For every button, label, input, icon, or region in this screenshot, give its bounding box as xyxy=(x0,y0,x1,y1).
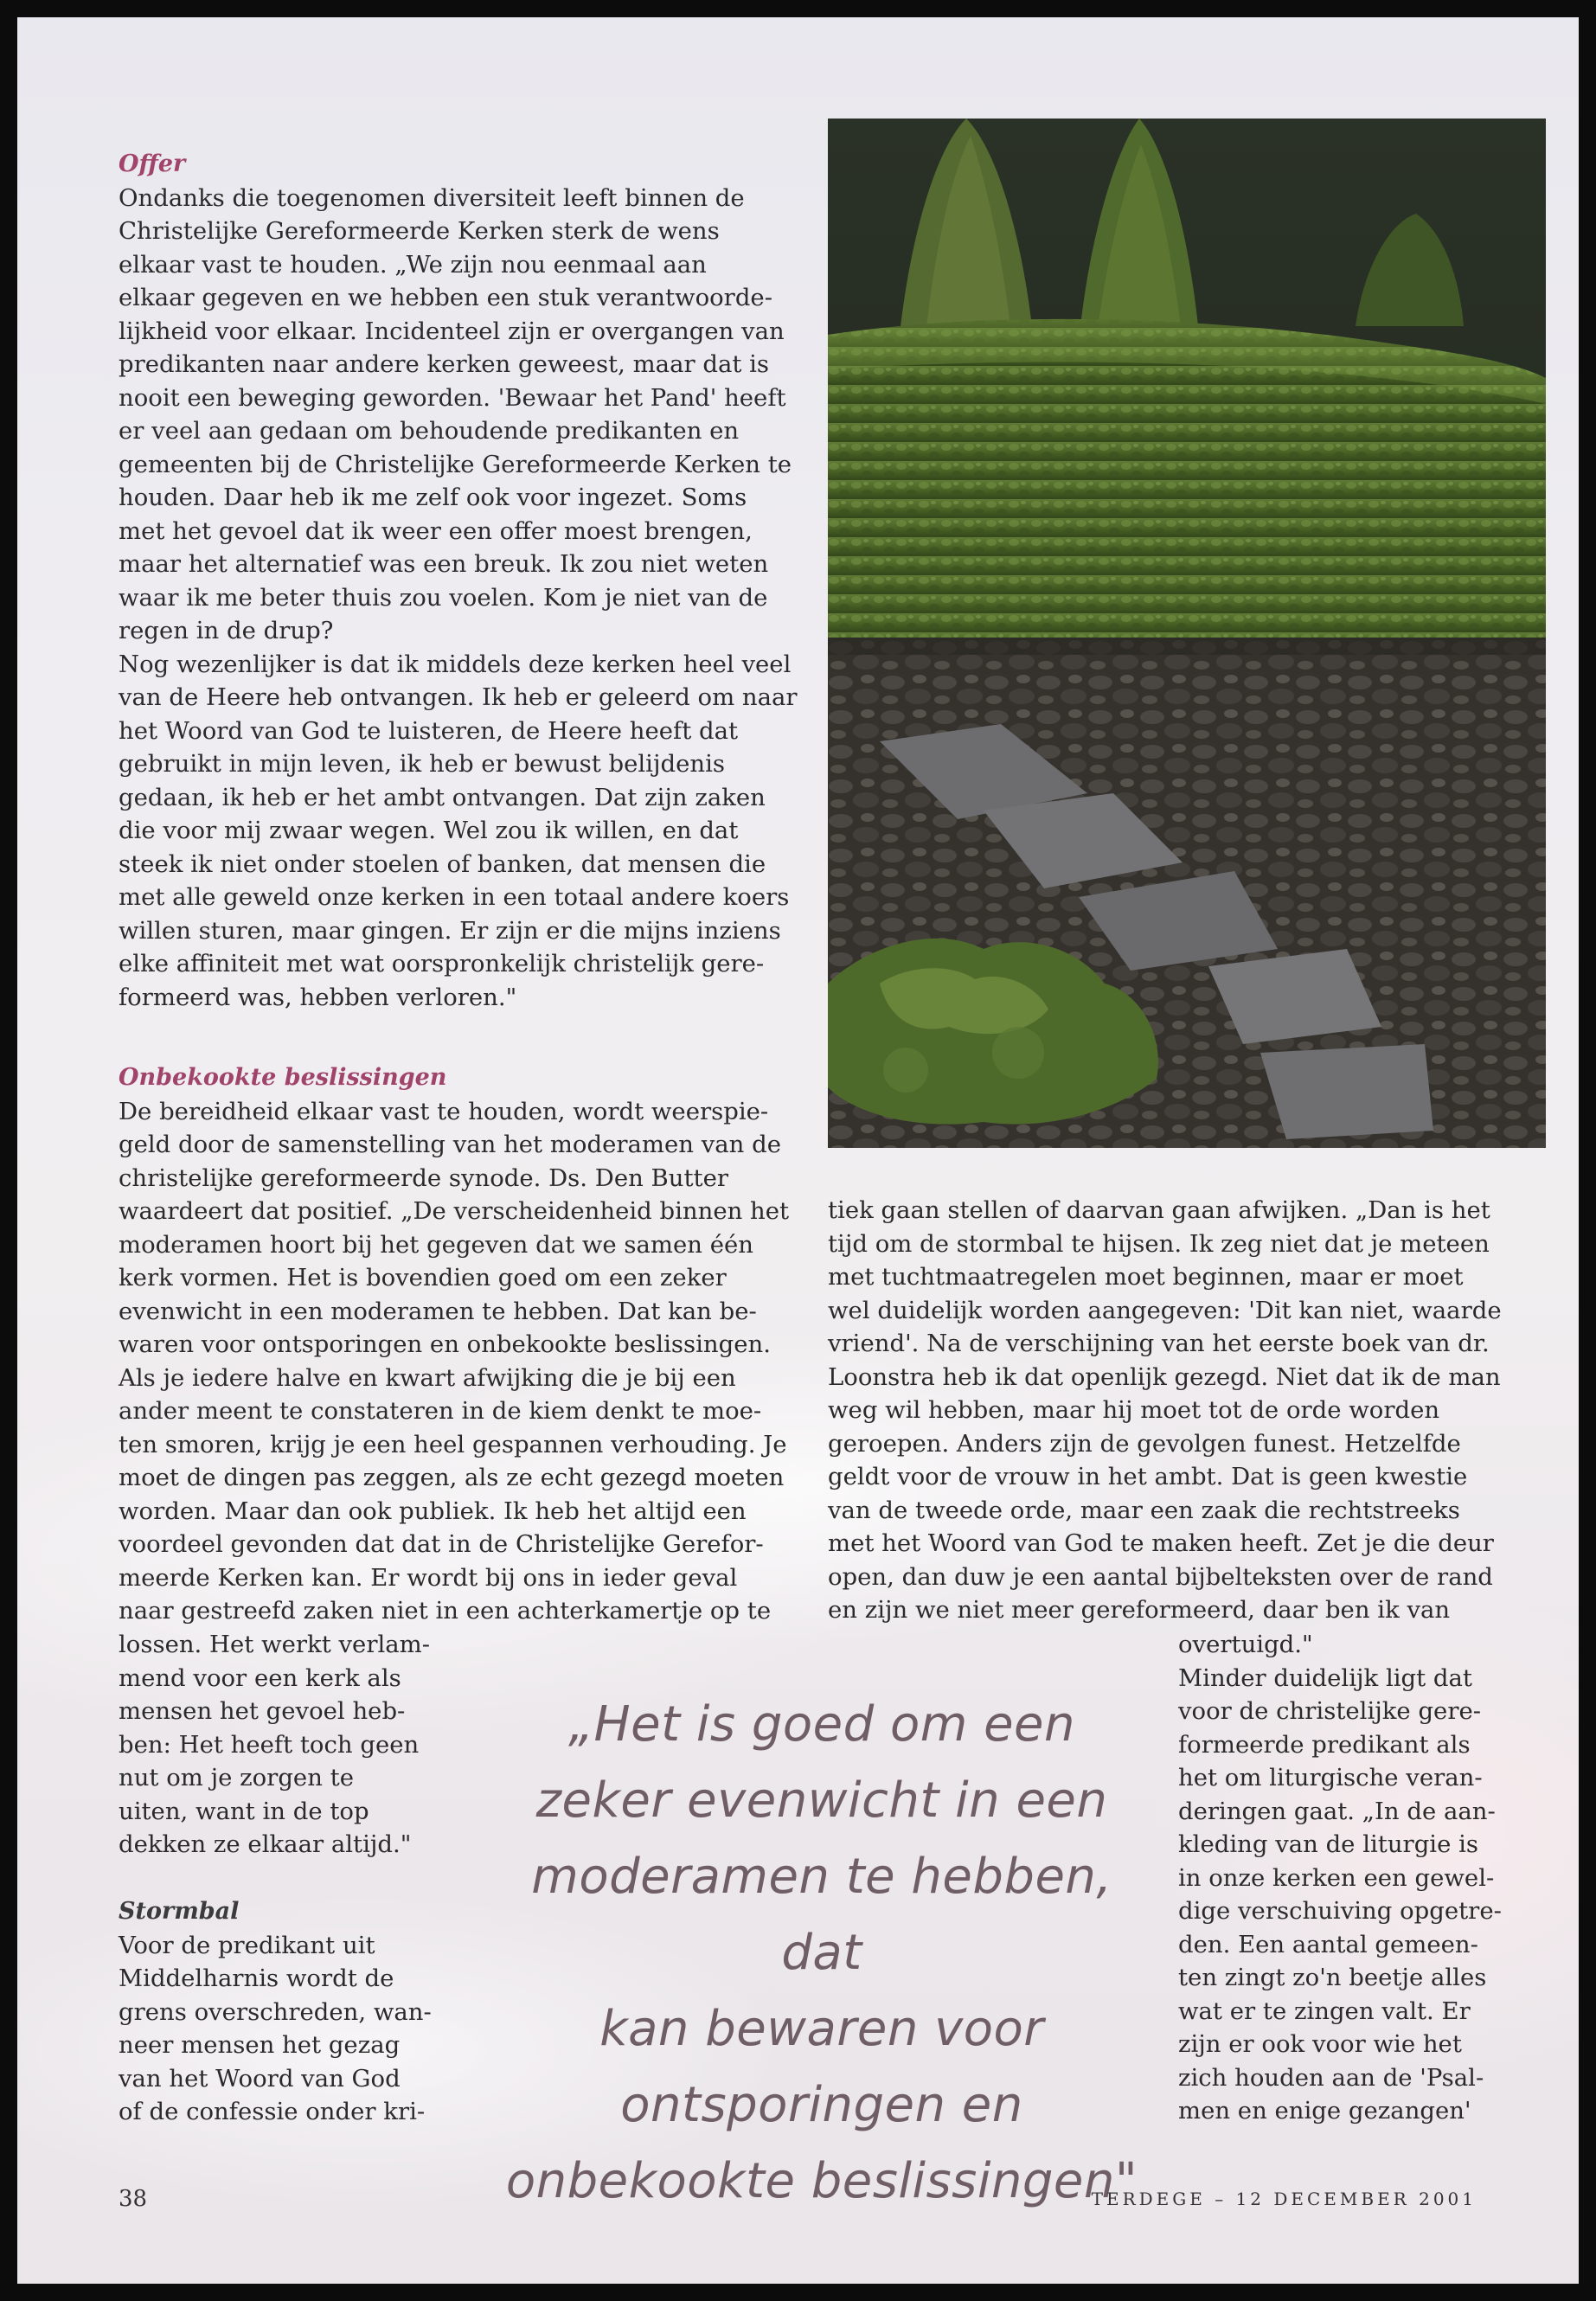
body-line: De bereidheid elkaar vast te houden, wordt weerspie- xyxy=(119,1097,769,1125)
body-line: er veel aan gedaan om behoudende predikanten en xyxy=(119,417,740,445)
body-line: maar het alternatief was een breuk. Ik zou niet weten xyxy=(119,550,769,578)
pull-quote-line: „Het is goed om een xyxy=(568,1696,1075,1753)
body-line: open, dan duw je een aantal bijbelteksten over de rand xyxy=(828,1562,1493,1591)
body-line: kerk vormen. Het is bovendien goed om een zeker xyxy=(119,1264,727,1292)
body-line: Ondanks die toegenomen diversiteit leeft binnen de xyxy=(119,183,745,212)
publication-footer: TERDEGE – 12 DECEMBER 2001 xyxy=(1091,2189,1477,2209)
body-line: mensen het gevoel heb- xyxy=(119,1697,406,1725)
garden-hedge-path-illustration xyxy=(828,119,1546,1148)
body-line: geldt voor de vrouw in het ambt. Dat is geen kwestie xyxy=(828,1463,1468,1490)
body-line: geroepen. Anders zijn de gevolgen funest. Hetzelfde xyxy=(828,1429,1461,1458)
body-line: van het Woord van God xyxy=(119,2064,401,2093)
body-line: weg wil hebben, maar hij moet tot de orde worden xyxy=(828,1396,1440,1424)
body-line: worden. Maar dan ook publiek. Ik heb het altijd een xyxy=(119,1497,747,1525)
body-line: christelijke gereformeerde synode. Ds. Den Butter xyxy=(119,1163,728,1192)
body-line: willen sturen, maar gingen. Er zijn er die mijns inziens xyxy=(119,916,781,945)
pull-quote-line: kan bewaren voor xyxy=(599,2001,1044,2057)
body-line: nut om je zorgen te xyxy=(119,1764,354,1791)
pull-quote xyxy=(502,1687,1142,2220)
body-line: regen in de drup? xyxy=(119,617,334,644)
offer-column xyxy=(119,148,819,1014)
body-line: elkaar vast te houden. „We zijn nou eenmaal aan xyxy=(119,250,707,279)
body-line: moet de dingen pas zeggen, als ze echt gezegd moeten xyxy=(119,1464,785,1491)
magazine-page xyxy=(17,17,1579,2284)
body-line: tijd om de stormbal te hijsen. Ik zeg niet dat je meteen xyxy=(828,1229,1490,1258)
body-line: lossen. Het werkt verlam- xyxy=(119,1631,431,1658)
garden-photo xyxy=(828,119,1546,1148)
body-line: predikanten naar andere kerken geweest, maar dat is xyxy=(119,350,770,378)
body-line: Middelharnis wordt de xyxy=(119,1965,394,1992)
body-line: ander meent te constateren in de kiem denkt te moe- xyxy=(119,1397,762,1425)
body-line: nooit een beweging geworden. 'Bewaar het Pand' heeft xyxy=(119,383,786,412)
body-line: vriend'. Na de verschijning van het eerste boek van dr. xyxy=(828,1330,1490,1357)
body-line: het Woord van God te luisteren, de Heere heeft dat xyxy=(119,716,739,745)
onbekookte-heading: Onbekookte beslissingen xyxy=(119,1064,447,1091)
body-line: geld door de samenstelling van het moderamen van de xyxy=(119,1131,781,1158)
body-line: den. Een aantal gemeen- xyxy=(1178,1930,1478,1958)
body-line: ten zingt zo'n beetje alles xyxy=(1178,1964,1487,1991)
body-line: die voor mij zwaar wegen. Wel zou ik willen, en dat xyxy=(119,817,739,844)
body-line: wat er te zingen valt. Er xyxy=(1178,1997,1471,2025)
body-line: zich houden aan de 'Psal- xyxy=(1178,2063,1484,2092)
body-line: Als je iedere halve en kwart afwijking die je bij een xyxy=(119,1363,736,1392)
body-line: in onze kerken een gewel- xyxy=(1178,1863,1495,1892)
body-line: elkaar gegeven en we hebben een stuk verantwoorde- xyxy=(119,284,772,311)
body-line: dekken ze elkaar altijd." xyxy=(119,1830,412,1858)
body-line: grens overschreden, wan- xyxy=(119,1997,432,2026)
body-line: met tuchtmaatregelen moet beginnen, maar er moet xyxy=(828,1263,1464,1291)
body-line: formeerd was, hebben verloren." xyxy=(119,983,517,1011)
body-line: steek ik niet onder stoelen of banken, dat mensen die xyxy=(119,849,766,878)
body-line: of de confessie onder kri- xyxy=(119,2098,426,2125)
body-line: dige verschuiving opgetre- xyxy=(1178,1897,1502,1925)
body-line: wel duidelijk worden aangegeven: 'Dit kan niet, waarde xyxy=(828,1296,1502,1324)
body-line: met het gevoel dat ik weer een offer moest brengen, xyxy=(119,516,753,545)
body-line: meerde Kerken kan. Er wordt bij ons in ieder geval xyxy=(119,1563,738,1592)
body-line: overtuigd." xyxy=(1178,1631,1313,1658)
body-line: Minder duidelijk ligt dat xyxy=(1178,1663,1472,1692)
offer-heading: Offer xyxy=(119,151,186,177)
right-column xyxy=(828,1194,1546,1627)
page-number: 38 xyxy=(119,2186,148,2212)
body-line: van de tweede orde, maar een zaak die rechtstreeks xyxy=(828,1496,1460,1524)
body-line: gebruikt in mijn leven, ik heb er bewust belijdenis xyxy=(119,750,725,778)
body-line: lijkheid voor elkaar. Incidenteel zijn er overgangen van xyxy=(119,317,785,345)
body-line: Loonstra heb ik dat openlijk gezegd. Niet dat ik de man xyxy=(828,1362,1501,1391)
body-line: met alle geweld onze kerken in een totaal andere koers xyxy=(119,883,790,911)
body-line: mend voor een kerk als xyxy=(119,1663,401,1692)
body-line: waren voor ontsporingen en onbekookte beslissingen. xyxy=(119,1330,771,1358)
body-line: ben: Het heeft toch geen xyxy=(119,1730,420,1759)
body-line: uiten, want in de top xyxy=(119,1797,369,1825)
body-line: gemeenten bij de Christelijke Gereformeerde Kerken te xyxy=(119,450,792,478)
body-line: deringen gaat. „In de aan- xyxy=(1178,1797,1496,1825)
body-line: voordeel gevonden dat dat in de Christelijke Gerefor- xyxy=(119,1530,764,1558)
onbekookte-column xyxy=(119,1061,819,1628)
body-line: houden. Daar heb ik me zelf ook voor ingezet. Soms xyxy=(119,484,747,511)
body-line: men en enige gezangen' xyxy=(1178,2097,1471,2125)
pull-quote-line: onbekookte beslissingen" xyxy=(505,2153,1138,2209)
body-line: zijn er ook voor wie het xyxy=(1178,2030,1462,2058)
body-line: neer mensen het gezag xyxy=(119,2031,401,2059)
body-line: gedaan, ik heb er het ambt ontvangen. Dat zijn zaken xyxy=(119,783,766,811)
pull-quote-line: ontsporingen en xyxy=(620,2077,1023,2133)
body-line: naar gestreefd zaken niet in een achterkamertje op te xyxy=(119,1597,772,1625)
body-line: waardeert dat positief. „De verscheidenheid binnen het xyxy=(119,1197,790,1225)
body-line: formeerde predikant als xyxy=(1178,1730,1471,1759)
body-line: tiek gaan stellen of daarvan gaan afwijken. „Dan is het xyxy=(828,1196,1490,1224)
stormbal-heading: Stormbal xyxy=(119,1898,240,1925)
body-line: voor de christelijke gere- xyxy=(1178,1697,1482,1725)
body-line: evenwicht in een moderamen te hebben. Dat kan be- xyxy=(119,1297,757,1325)
body-line: Christelijke Gereformeerde Kerken sterk de wens xyxy=(119,217,720,245)
pull-quote-line: zeker evenwicht in een xyxy=(535,1772,1108,1829)
right-narrow-column xyxy=(1178,1628,1550,2128)
body-line: kleding van de liturgie is xyxy=(1178,1830,1479,1858)
body-line: het om liturgische veran- xyxy=(1178,1764,1483,1791)
stormbal-column xyxy=(119,1895,482,2129)
body-line: moderamen hoort bij het gegeven dat we samen één xyxy=(119,1230,754,1259)
body-line: van de Heere heb ontvangen. Ik heb er geleerd om naar xyxy=(119,683,798,711)
onbekookte-narrow-column xyxy=(119,1628,482,1862)
body-line: Voor de predikant uit xyxy=(119,1931,375,1959)
body-line: Nog wezenlijker is dat ik middels deze kerken heel veel xyxy=(119,650,792,678)
body-line: en zijn we niet meer gereformeerd, daar ben ik van xyxy=(828,1596,1451,1624)
body-line: met het Woord van God te maken heeft. Zet je die deur xyxy=(828,1529,1494,1557)
body-line: elke affiniteit met wat oorspronkelijk christelijk gere- xyxy=(119,950,765,977)
body-line: waar ik me beter thuis zou voelen. Kom je niet van de xyxy=(119,583,768,612)
body-line: ten smoren, krijg je een heel gespannen verhouding. Je xyxy=(119,1430,787,1458)
pull-quote-line: moderamen te hebben, dat xyxy=(531,1849,1112,1981)
